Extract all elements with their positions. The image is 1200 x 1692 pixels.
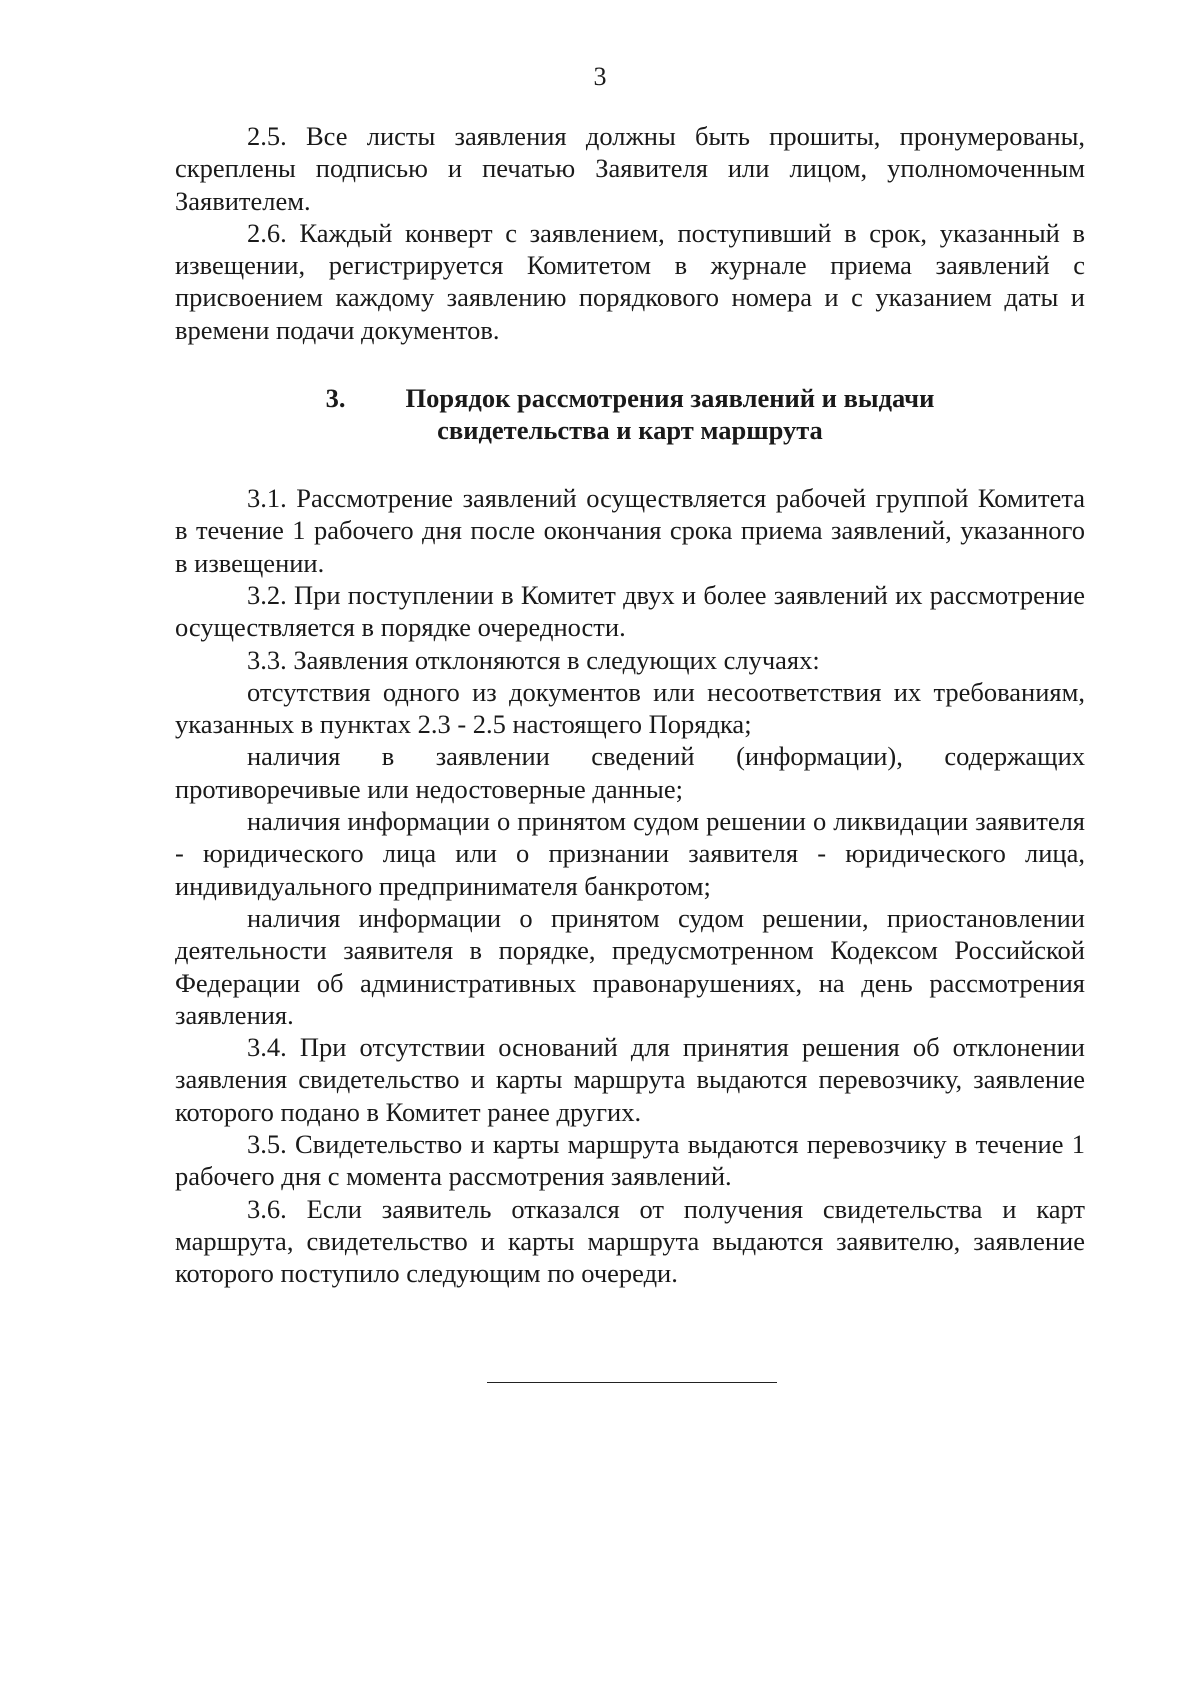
document-body <box>175 120 1085 1290</box>
paragraph-3-5: 3.5. Свидетельство и карты маршрута выдаются перевозчику в течение 1 рабочего дня с момента рассмотрения заявлений. <box>175 1129 1085 1192</box>
paragraph-3-2: 3.2. При поступлении в Комитет двух и более заявлений их рассмотрение осуществляется в порядке очередности. <box>175 579 1085 643</box>
section-heading <box>175 382 1085 446</box>
page-number: 3 <box>593 62 607 91</box>
paragraph-3-3: 3.3. Заявления отклоняются в следующих случаях: <box>247 644 820 675</box>
list-item-suspension: наличия информации о принятом судом решении, приостановлении деятельности заявителя в порядке, предусмотренном Кодексом Российской Федерации об административных правонарушениях, на день рассмотрения заявления. <box>175 902 1085 1030</box>
section-heading-line-1 <box>175 382 1085 414</box>
paragraph-3-6: 3.6. Если заявитель отказался от получения свидетельства и карт маршрута, свидетельство и карты маршрута выдаются заявителю, заявление которого поступило следующим по очереди. <box>175 1193 1085 1289</box>
list-item-missing-documents: отсутствия одного из документов или несоответствия их требованиям, указанных в пунктах 2.3 - 2.5 настоящего Порядка; <box>175 676 1085 740</box>
list-item-liquidation: наличия информации о принятом судом решении о ликвидации заявителя - юридического лица или о признании заявителя - юридического лица, индивидуального предпринимателя банкротом; <box>175 806 1085 901</box>
section-title-line-2: свидетельства и карт маршрута <box>437 415 823 446</box>
paragraph-2-6: 2.6. Каждый конверт с заявлением, поступивший в срок, указанный в извещении, регистрируется Комитетом в журнале приема заявлений с присвоением каждому заявлению порядкового номера и с указанием даты и времени подачи документов. <box>175 217 1085 345</box>
section-number: 3. <box>325 383 346 414</box>
section-title-line-1: Порядок рассмотрения заявлений и выдачи <box>405 383 935 414</box>
list-item-contradictory-data: наличия в заявлении сведений (информации), содержащих противоречивые или недостоверные данные; <box>175 741 1085 804</box>
end-divider-line <box>487 1382 777 1383</box>
paragraph-3-1: 3.1. Рассмотрение заявлений осуществляется рабочей группой Комитета в течение 1 рабочего дня после окончания срока приема заявлений, указанного в извещении. <box>175 483 1085 578</box>
paragraph-2-5: 2.5. Все листы заявления должны быть прошиты, пронумерованы, скреплены подписью и печатью Заявителя или лицом, уполномоченным Заявителем. <box>175 121 1085 216</box>
paragraph-3-4: 3.4. При отсутствии оснований для принятия решения об отклонении заявления свидетельство и карты маршрута выдаются перевозчику, заявление которого подано в Комитет ранее других. <box>175 1032 1085 1127</box>
